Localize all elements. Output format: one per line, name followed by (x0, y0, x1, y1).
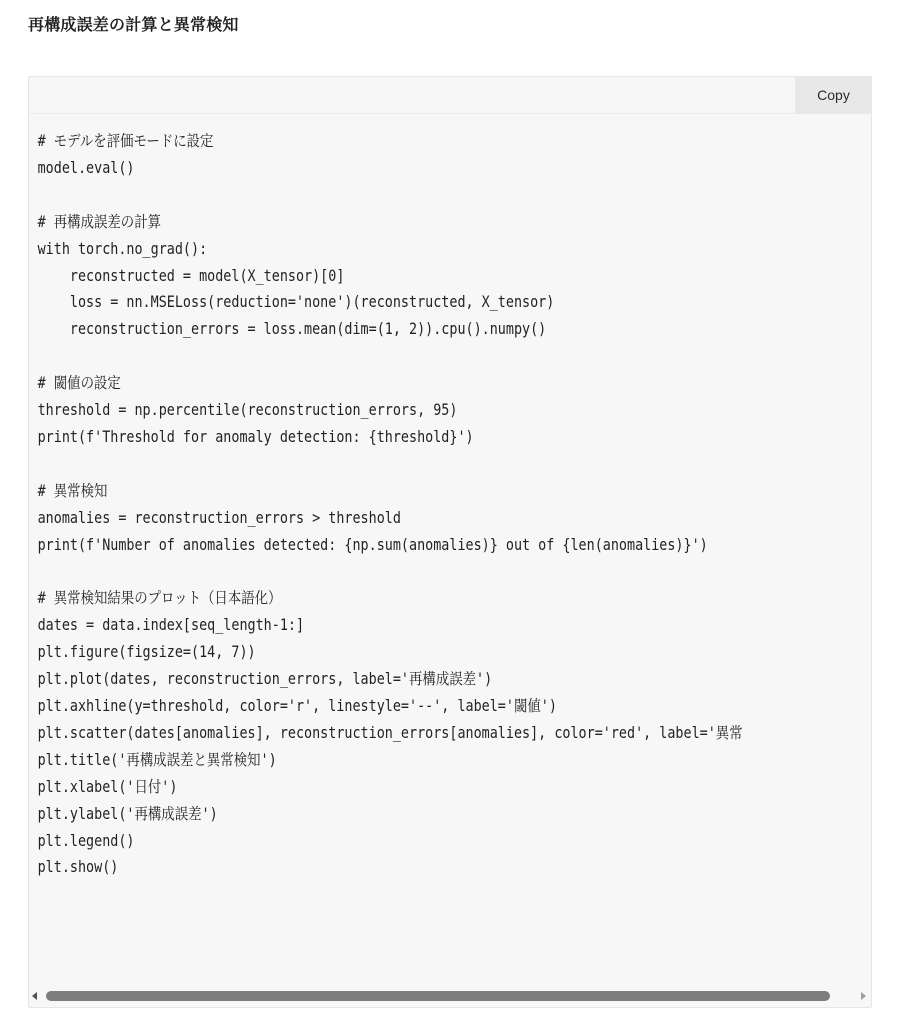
scroll-thumb[interactable] (46, 991, 830, 1001)
code-line: plt.axhline(y=threshold, color='r', linestyle='--', label='閾値') (37, 696, 557, 715)
code-line: plt.plot(dates, reconstruction_errors, label='再構成誤差') (37, 670, 493, 689)
code-line: with torch.no_grad(): (37, 239, 208, 258)
code-line: reconstructed = model(X_tensor)[0] (37, 266, 345, 285)
code-line (38, 558, 871, 585)
code-line: plt.show() (37, 858, 119, 877)
code-line: dates = data.index[seq_length-1:] (37, 616, 305, 635)
scroll-left-arrow-icon[interactable] (32, 992, 37, 1000)
code-line: # 異常検知 (37, 481, 108, 500)
code-line: loss = nn.MSELoss(reduction='none')(reconstructed, X_tensor) (37, 293, 555, 312)
copy-button[interactable]: Copy (795, 76, 872, 114)
code-line: print(f'Threshold for anomaly detection: {threshold}') (37, 427, 474, 446)
code-line: threshold = np.percentile(reconstruction_errors, 95) (37, 401, 458, 420)
scroll-right-arrow-icon[interactable] (861, 992, 866, 1000)
code-line: # モデルを評価モードに設定 (37, 132, 214, 150)
code-line: plt.ylabel('再構成誤差') (37, 804, 218, 823)
code-line: # 閾値の設定 (37, 374, 121, 393)
code-line (38, 343, 871, 370)
scroll-track[interactable] (42, 991, 858, 1001)
section-title: 再構成誤差の計算と異常検知 (28, 15, 239, 34)
code-line: print(f'Number of anomalies detected: {np.sum(anomalies)} out of {len(anomalies)}') (37, 535, 708, 554)
code-content (29, 115, 871, 881)
horizontal-scrollbar[interactable] (29, 985, 871, 1007)
code-line: # 異常検知結果のプロット（日本語化） (37, 589, 282, 608)
code-line: plt.title('再構成誤差と異常検知') (37, 750, 277, 769)
code-line: reconstruction_errors = loss.mean(dim=(1, 2)).cpu().numpy() (37, 320, 547, 339)
code-line: plt.xlabel('日付') (37, 777, 178, 796)
code-line: model.eval() (37, 158, 135, 177)
code-line: # 再構成誤差の計算 (37, 212, 162, 231)
code-line: plt.legend() (37, 831, 135, 850)
code-viewport[interactable] (29, 115, 871, 985)
code-block (28, 76, 872, 1008)
code-line (38, 182, 871, 209)
code-line (38, 451, 871, 478)
code-line: plt.scatter(dates[anomalies], reconstruction_errors[anomalies], color='red', label='異常 (37, 723, 743, 742)
code-line: anomalies = reconstruction_errors > threshold (37, 508, 401, 527)
code-line: plt.figure(figsize=(14, 7)) (37, 643, 256, 662)
code-header (29, 77, 871, 114)
